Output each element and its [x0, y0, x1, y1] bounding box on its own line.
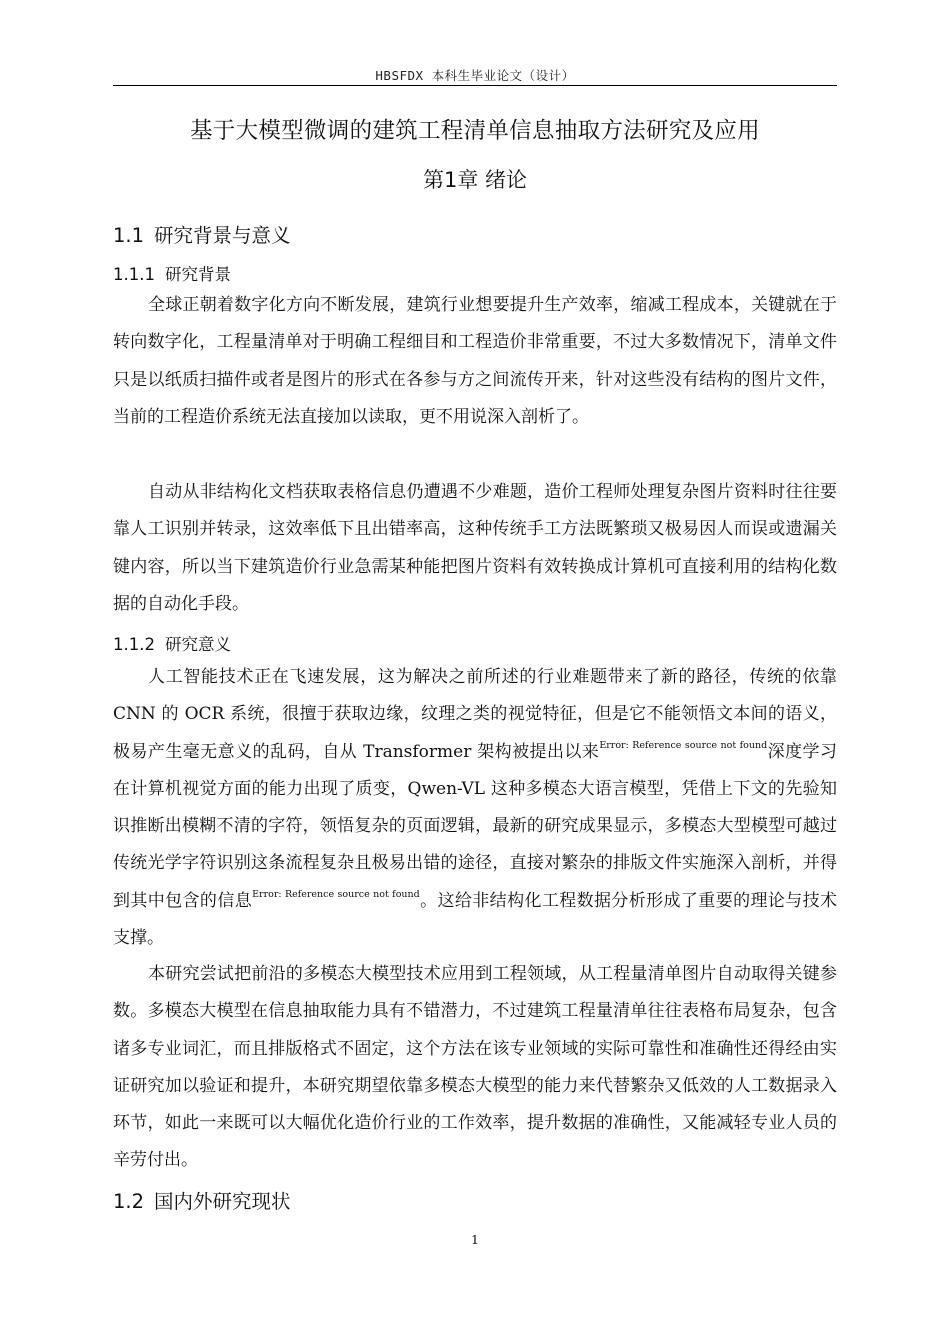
section-number: 1.1	[113, 224, 145, 247]
subsection-title: 研究背景	[164, 265, 231, 284]
paragraph-background-2: 自动从非结构化文档获取表格信息仍遭遇不少难题，造价工程师处理复杂图片资料时往往要靠人工识别并转录，这效率低下且出错率高，这种传统手工方法既繁琐又极易因人而误或遗漏关键内容，所以当下建筑造价行业急需某种能把图片资料有效转换成计算机可直接利用的结构化数据的自动化手段。	[113, 482, 837, 614]
subsection-number: 1.1.1	[113, 265, 155, 284]
section-title: 国内外研究现状	[154, 1190, 291, 1213]
section-number: 1.2	[113, 1190, 145, 1213]
paragraph-significance-2: 本研究尝试把前沿的多模态大模型技术应用到工程领域，从工程量清单图片自动取得关键参数。多模态大模型在信息抽取能力具有不错潜力，不过建筑工程量清单往往表格布局复杂，包含诸多专业词汇，而且排版格式不固定，这个方法在该专业领域的实际可靠性和准确性还得经由实证研究加以验证和提升，本研究期望依靠多模态大模型的能力来代替繁杂又低效的人工数据录入环节，如此一来既可以大幅优化造价行业的工作效率，提升数据的准确性，又能减轻专业人员的辛劳付出。	[113, 964, 837, 1171]
thesis-title: 基于大模型微调的建筑工程清单信息抽取方法研究及应用	[189, 118, 760, 144]
section-heading-1-2	[113, 1186, 291, 1214]
citation-error-ref: Error: Reference source not found	[599, 739, 768, 751]
paragraph-significance-1	[113, 659, 837, 957]
subsection-title: 研究意义	[164, 635, 231, 654]
page-number: 1	[471, 1232, 479, 1247]
section-title: 研究背景与意义	[154, 224, 291, 247]
paragraph-text: 深度学习在计算机视觉方面的能力出现了质变，Qwen-VL 这种多模态大语言模型，凭借上下文的先验知识推断出模糊不清的字符，领悟复杂的页面逻辑，最新的研究成果显示，多模态大型模型可越过传统光学字符识别这条流程复杂且极易出错的途径，直接对繁杂的排版文件实施深入剖析，并得到其中包含的信息	[113, 741, 837, 911]
paragraph-background-1: 全球正朝着数字化方向不断发展，建筑行业想要提升生产效率，缩减工程成本，关键就在于转向数字化，工程量清单对于明确工程细目和工程造价非常重要，不过大多数情况下，清单文件只是以纸质扫描件或者是图片的形式在各参与方之间流传开来，针对这些没有结构的图片文件，当前的工程造价系统无法直接加以读取，更不用说深入剖析了。	[113, 295, 837, 427]
header-rule	[113, 85, 837, 86]
subsection-number: 1.1.2	[113, 635, 155, 654]
running-header: HBSFDX 本科生毕业论文（设计）	[375, 68, 575, 83]
section-heading-1-1	[113, 220, 291, 248]
subsection-heading-1-1-2	[113, 631, 231, 655]
citation-error-ref: Error: Reference source not found	[252, 888, 420, 900]
chapter-heading: 第1章 绪论	[422, 168, 528, 192]
paragraph-text: 。这给非结构化工程数据分析形成了重要的理论与技术支撑。	[113, 890, 838, 949]
paragraph-text: 人工智能技术正在飞速发展，这为解决之前所述的行业难题带来了新的路径，传统的依靠 CNN 的 OCR 系统，很擅于获取边缘，纹理之类的视觉特征，但是它不能领悟文本间的语义，极易产生毫无意义的乱码，自从 Transformer 架构被提出以来	[113, 667, 837, 762]
subsection-heading-1-1-1	[113, 261, 231, 285]
